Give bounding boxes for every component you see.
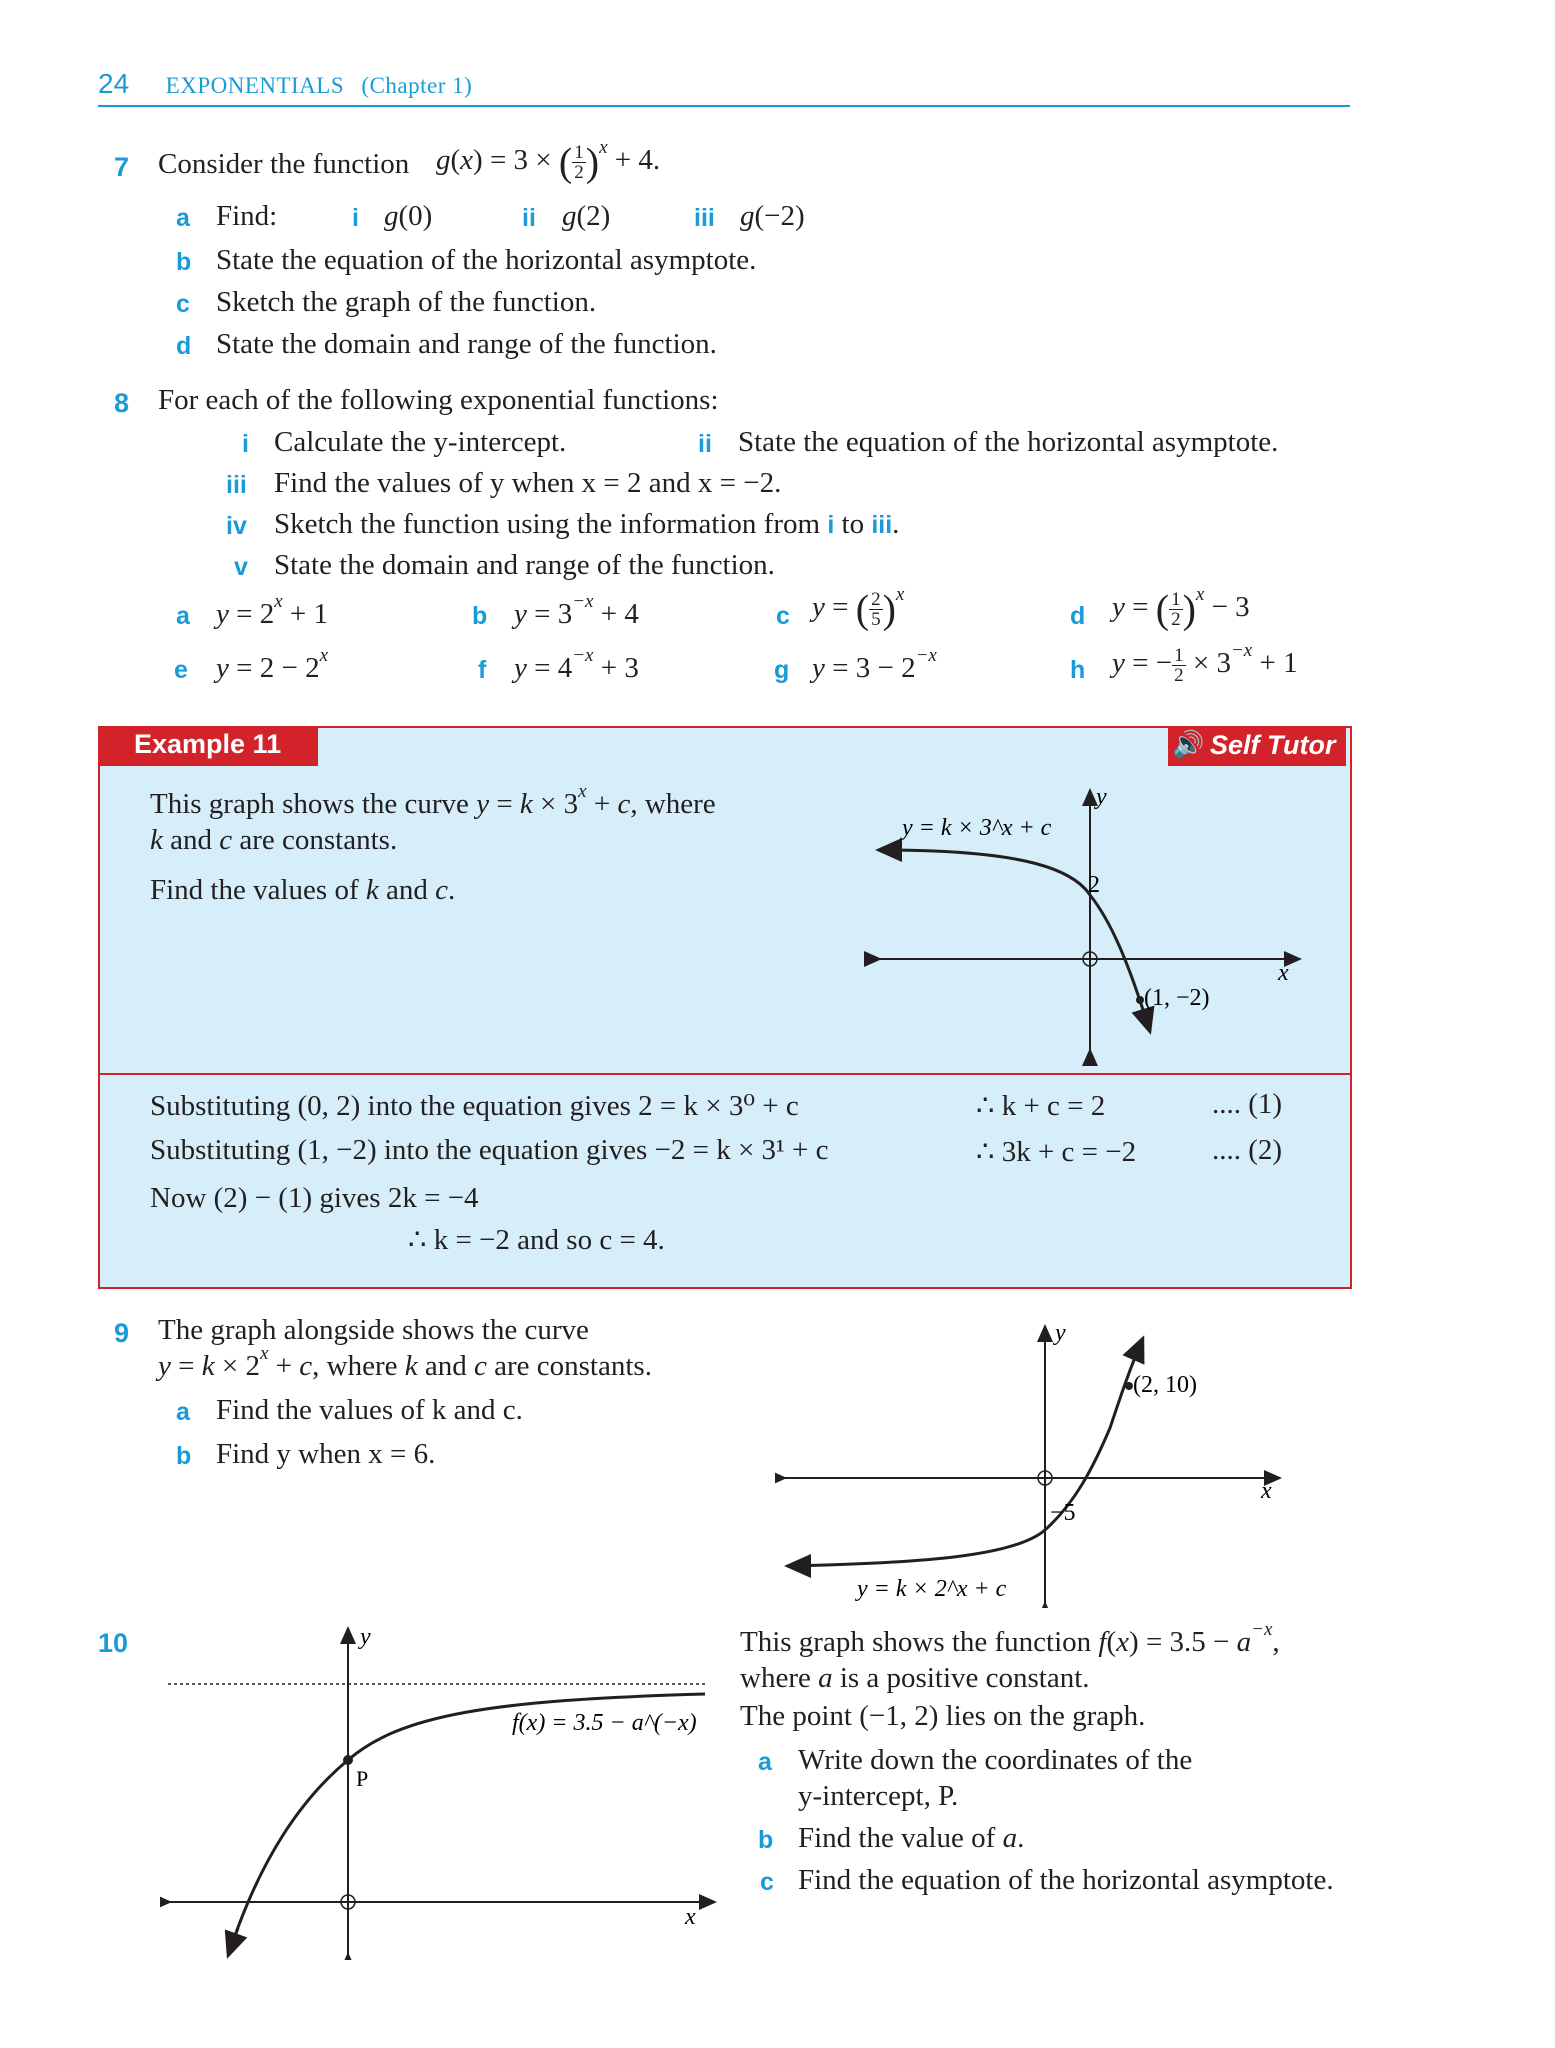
q9-graph	[775, 1318, 1295, 1608]
q7-a-label: a	[176, 204, 190, 232]
q7-a-ii-label: ii	[522, 204, 536, 232]
example-graph-y: y	[1096, 784, 1107, 810]
q8-iv-label: iv	[226, 512, 247, 540]
example-graph-eq: y = k × 3^x + c	[902, 815, 1052, 841]
example-graph	[860, 780, 1320, 1070]
q7-a-iii-label: iii	[694, 204, 715, 232]
chapter-title: EXPONENTIALS	[165, 73, 345, 98]
q8-part-c: y = ( $\frac{2}{5}$ )$^x$	[812, 584, 905, 632]
q7-d-label: d	[176, 332, 192, 360]
q8-number: 8	[114, 388, 130, 418]
q7-a-ii: g(2)	[562, 200, 611, 232]
example-sol2-result: ∴ 3k + c = −2	[976, 1136, 1137, 1168]
example-graph-point: (1, −2)	[1144, 985, 1210, 1011]
q8-iv-text-a: Sketch the function using the information from	[274, 508, 821, 540]
q10-b-text: Find the value of a.	[798, 1822, 1025, 1854]
example-sol3: Now (2) − (1) gives 2k = −4	[150, 1182, 479, 1214]
example-graph-intercept: 2	[1088, 872, 1100, 898]
q9-a-label: a	[176, 1398, 190, 1426]
q7-function: g(x) = 3 × ( $\frac{1}{2}$ )$^x$ + 4.	[436, 137, 661, 185]
q8-part-f-label: f	[478, 656, 487, 684]
q8-v-label: v	[234, 553, 248, 581]
q8-part-h-label: h	[1070, 656, 1086, 684]
q10-a-label: a	[758, 1748, 772, 1776]
page-header	[98, 68, 472, 101]
q10-graph-y: y	[360, 1624, 371, 1650]
q8-iv-ref-i: i	[827, 511, 835, 539]
q8-part-a: $y = 2^x + 1$	[216, 591, 329, 630]
q8-iv-ref-iii: iii	[871, 511, 893, 539]
q8-part-g: $y = 3 - 2^{-x}$	[812, 645, 937, 684]
q7-a-text: Find:	[216, 200, 278, 232]
q9-a-text: Find the values of k and c.	[216, 1394, 523, 1426]
example-graph-x: x	[1278, 960, 1289, 986]
q9-graph-eq: y = k × 2^x + c	[857, 1576, 1007, 1602]
q8-part-h: y = − $\frac{1}{2}$ × $3^{-x} + 1$	[1112, 640, 1298, 686]
q8-part-f: $y = 4^{-x} + 3$	[514, 645, 639, 684]
example-title: Example 11	[134, 729, 282, 759]
q7-a-iii: g(−2)	[740, 200, 805, 232]
q8-part-d: y = ( $\frac{1}{2}$ )$^x$ − 3	[1112, 584, 1250, 632]
q8-part-c-label: c	[776, 602, 790, 630]
q8-i-text: Calculate the y-intercept.	[274, 426, 567, 458]
q8-part-b-label: b	[472, 602, 488, 630]
example-line2: k and c are constants.	[150, 824, 398, 856]
q10-a-text1: Write down the coordinates of the	[798, 1744, 1193, 1776]
q8-iii-label: iii	[226, 471, 247, 499]
q9-graph-point: (2, 10)	[1133, 1372, 1197, 1398]
example-line3: Find the values of k and c.	[150, 874, 456, 906]
q10-line2: where a is a positive constant.	[740, 1662, 1090, 1694]
q10-b-label: b	[758, 1826, 774, 1854]
header-rule	[98, 105, 1350, 107]
q10-graph	[160, 1620, 720, 1960]
q8-iii-text: Find the values of y when x = 2 and x = −2.	[274, 467, 782, 499]
example-sol2: Substituting (1, −2) into the equation gives −2 = k × 3¹ + c	[150, 1134, 829, 1166]
q7-b-text: State the equation of the horizontal asymptote.	[216, 244, 757, 276]
q7-c-text: Sketch the graph of the function.	[216, 286, 597, 318]
q8-part-b: $y = 3^{-x} + 4$	[514, 591, 639, 630]
q10-line1: This graph shows the function $f(x) = 3.5 - a^{-x}$,	[740, 1619, 1280, 1658]
q10-a-text2: y-intercept, P.	[798, 1780, 959, 1812]
q9-b-label: b	[176, 1442, 192, 1470]
q10-line3: The point (−1, 2) lies on the graph.	[740, 1700, 1146, 1732]
q7-d-text: State the domain and range of the function.	[216, 328, 717, 360]
q7-b-label: b	[176, 248, 192, 276]
q8-part-a-label: a	[176, 602, 190, 630]
q10-c-label: c	[760, 1868, 774, 1896]
q9-graph-x: x	[1261, 1478, 1272, 1504]
q8-ii-text: State the equation of the horizontal asymptote.	[738, 426, 1279, 458]
q8-part-e: $y = 2 - 2^x$	[216, 645, 329, 684]
q8-part-e-label: e	[174, 656, 188, 684]
q10-c-text: Find the equation of the horizontal asymptote.	[798, 1864, 1334, 1896]
q8-iv-text	[274, 508, 899, 541]
q9-b-text: Find y when x = 6.	[216, 1438, 436, 1470]
q7-a-i-label: i	[352, 204, 359, 232]
page-number: 24	[98, 68, 130, 99]
q7-a-i: g(0)	[384, 200, 433, 232]
example-line1: This graph shows the curve $y = k \times 3^x + c$, where	[150, 781, 716, 820]
example-sol1: Substituting (0, 2) into the equation gives 2 = k × 3⁰ + c	[150, 1090, 799, 1122]
q10-number: 10	[98, 1628, 129, 1658]
q10-graph-x: x	[685, 1904, 696, 1930]
q8-v-text: State the domain and range of the function.	[274, 549, 775, 581]
q8-part-g-label: g	[774, 656, 790, 684]
self-tutor-label[interactable]: Self Tutor	[1210, 730, 1336, 760]
q8-part-d-label: d	[1070, 602, 1086, 630]
example-sol1-result: ∴ k + c = 2	[976, 1090, 1106, 1122]
q9-line2: $y = k \times 2^x + c$, where k and c are constants.	[158, 1343, 652, 1382]
q7-number: 7	[114, 152, 130, 182]
q10-graph-p: P	[356, 1766, 369, 1791]
q7-c-label: c	[176, 290, 190, 318]
speaker-icon: 🔊	[1172, 730, 1205, 760]
q8-iv-to: to	[841, 508, 865, 540]
q8-stem: For each of the following exponential functions:	[158, 384, 719, 416]
q8-ii-label: ii	[698, 430, 712, 458]
q9-graph-y: y	[1055, 1320, 1066, 1346]
q9-graph-intercept: −5	[1050, 1500, 1076, 1526]
example-sol1-number: .... (1)	[1212, 1088, 1283, 1120]
q8-iv-end: .	[892, 508, 900, 540]
example-sol2-number: .... (2)	[1212, 1134, 1283, 1166]
q10-graph-eq: f(x) = 3.5 − a^(−x)	[512, 1710, 697, 1736]
q7-stem: Consider the function	[158, 148, 410, 180]
q9-line1: The graph alongside shows the curve	[158, 1314, 589, 1346]
chapter-label: (Chapter 1)	[361, 73, 473, 98]
q8-i-label: i	[242, 430, 249, 458]
example-sol4: ∴ k = −2 and so c = 4.	[408, 1224, 665, 1256]
q9-number: 9	[114, 1318, 130, 1348]
